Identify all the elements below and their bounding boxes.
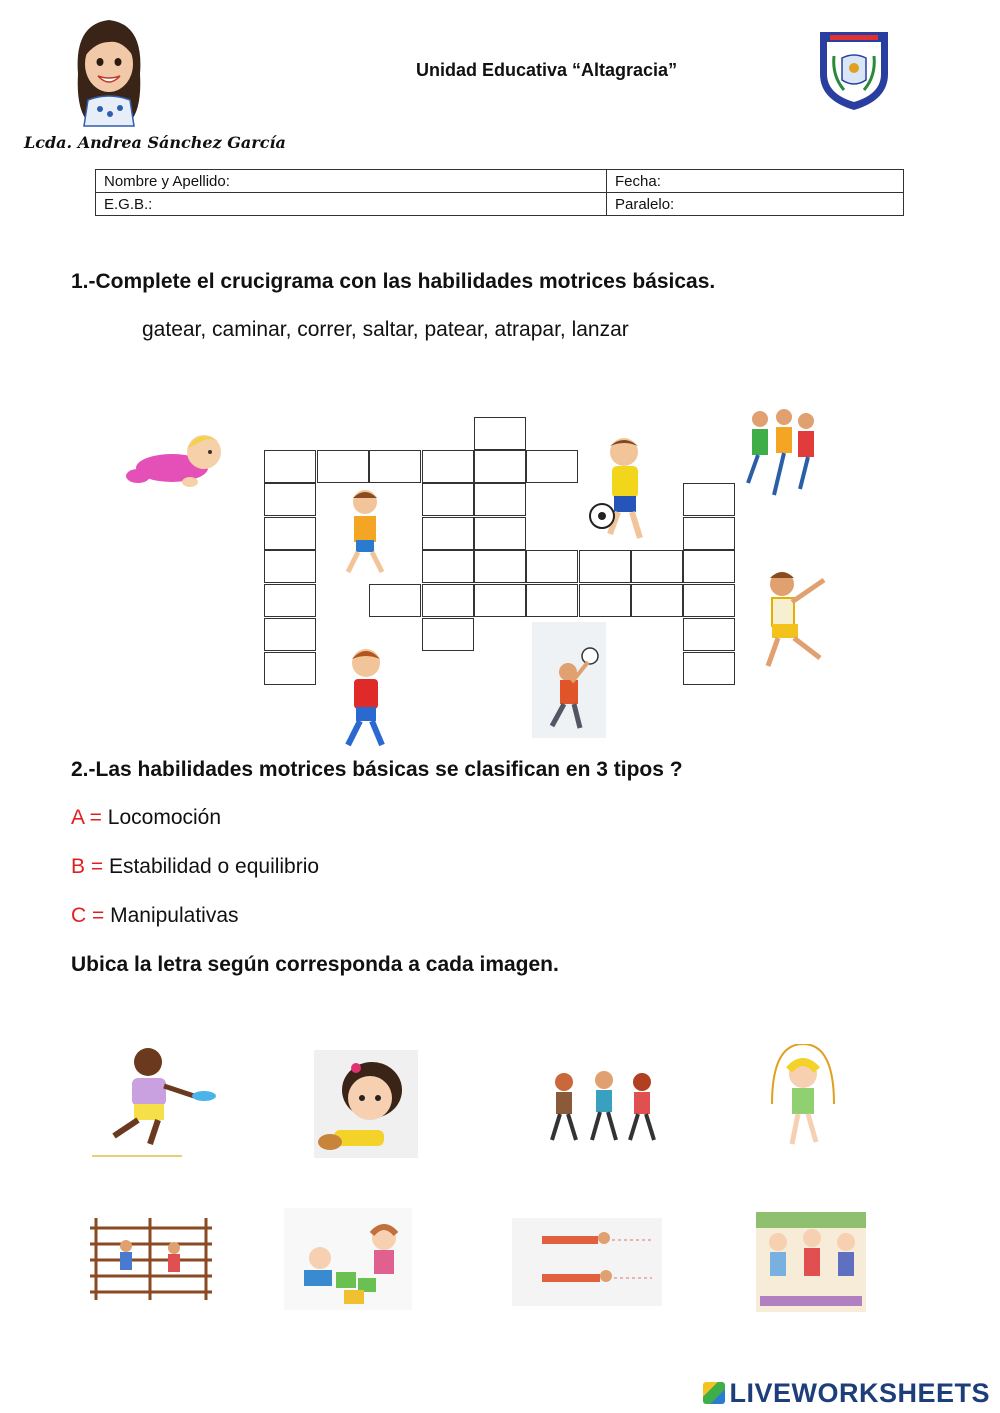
- running-kids-image: [738, 405, 824, 505]
- catching-boy-image: [532, 622, 606, 738]
- crossword-cell[interactable]: [474, 483, 526, 516]
- crossword-cell[interactable]: [683, 483, 735, 516]
- option-b-text: Estabilidad o equilibrio: [103, 855, 320, 878]
- walking-boy-image: [336, 645, 396, 755]
- option-c-key: C =: [71, 904, 105, 927]
- option-b-key: B =: [71, 855, 104, 878]
- liveworksheets-logo: [703, 1378, 990, 1409]
- option-a-key: A =: [71, 806, 102, 829]
- brand-text: LIVEWORKSHEETS: [729, 1378, 990, 1408]
- crossword-cell[interactable]: [474, 550, 526, 583]
- option-c-text: Manipulativas: [104, 904, 239, 927]
- climbing-bars-image[interactable]: [90, 1218, 212, 1300]
- crossword-cell[interactable]: [526, 550, 578, 583]
- student-info-table: [95, 169, 904, 216]
- crossword-cell[interactable]: [631, 584, 683, 617]
- question-2-title: 2.-Las habilidades motrices básicas se clasifican en 3 tipos ?: [71, 758, 683, 781]
- crossword-cell[interactable]: [422, 618, 474, 651]
- crossword-cell[interactable]: [422, 450, 474, 483]
- crossword-cell[interactable]: [264, 450, 316, 483]
- instruction-text: Ubica la letra según corresponda a cada imagen.: [71, 953, 559, 976]
- teacher-avatar: [66, 14, 152, 129]
- prone-exercise-image[interactable]: [512, 1218, 662, 1306]
- crossword-cell[interactable]: [474, 517, 526, 550]
- word-bank: gatear, caminar, correr, saltar, patear, atrapar, lanzar: [142, 318, 629, 341]
- crossword-cell[interactable]: [422, 483, 474, 516]
- option-b: [71, 855, 319, 879]
- frisbee-kid-image[interactable]: [92, 1044, 218, 1158]
- crossword-cell[interactable]: [422, 584, 474, 617]
- jump-rope-girl-image[interactable]: [762, 1044, 844, 1152]
- crossword-cell[interactable]: [683, 618, 735, 651]
- puzzle-kids-image[interactable]: [284, 1208, 412, 1310]
- teacher-name: Lcda. Andrea Sánchez García: [24, 133, 286, 152]
- option-a-text: Locomoción: [101, 806, 222, 829]
- crossword-cell[interactable]: [526, 584, 578, 617]
- crossword-cell[interactable]: [579, 550, 631, 583]
- liveworksheets-icon: [703, 1382, 725, 1404]
- crossword-cell[interactable]: [317, 450, 369, 483]
- throwing-boy-image: [752, 566, 836, 674]
- option-c: [71, 904, 239, 928]
- crossword-cell[interactable]: [474, 584, 526, 617]
- crossword-cell[interactable]: [264, 652, 316, 685]
- crossword-cell[interactable]: [683, 584, 735, 617]
- running-trio-image[interactable]: [546, 1070, 662, 1146]
- option-a: [71, 806, 221, 830]
- crossword-cell[interactable]: [683, 652, 735, 685]
- egb-field[interactable]: E.G.B.:: [96, 193, 607, 216]
- crossword-cell[interactable]: [264, 517, 316, 550]
- kicking-boy-image: [580, 434, 656, 544]
- crossword-cell[interactable]: [683, 517, 735, 550]
- crossword-cell[interactable]: [474, 450, 526, 483]
- crawling-girl-image[interactable]: [314, 1050, 418, 1158]
- crossword-cell[interactable]: [369, 450, 421, 483]
- paralelo-field[interactable]: Paralelo:: [607, 193, 904, 216]
- crossword-cell[interactable]: [683, 550, 735, 583]
- crossword-cell[interactable]: [579, 584, 631, 617]
- crossword-cell[interactable]: [369, 584, 421, 617]
- school-title: Unidad Educativa “Altagracia”: [416, 60, 678, 80]
- crossword-cell[interactable]: [422, 517, 474, 550]
- school-crest: [814, 28, 894, 112]
- crossword-cell[interactable]: [422, 550, 474, 583]
- crossword-cell[interactable]: [264, 584, 316, 617]
- crossword-cell[interactable]: [264, 618, 316, 651]
- jumping-boy-image: [342, 486, 388, 578]
- crossword-cell[interactable]: [264, 550, 316, 583]
- crossword-cell[interactable]: [526, 450, 578, 483]
- crawling-baby-image: [120, 424, 230, 490]
- name-field[interactable]: Nombre y Apellido:: [96, 170, 607, 193]
- crossword-cell[interactable]: [474, 417, 526, 450]
- crossword-cell[interactable]: [264, 483, 316, 516]
- crossword-cell[interactable]: [631, 550, 683, 583]
- question-1-title: 1.-Complete el crucigrama con las habilidades motrices básicas.: [71, 270, 716, 293]
- date-field[interactable]: Fecha:: [607, 170, 904, 193]
- yoga-kids-image[interactable]: [756, 1212, 866, 1312]
